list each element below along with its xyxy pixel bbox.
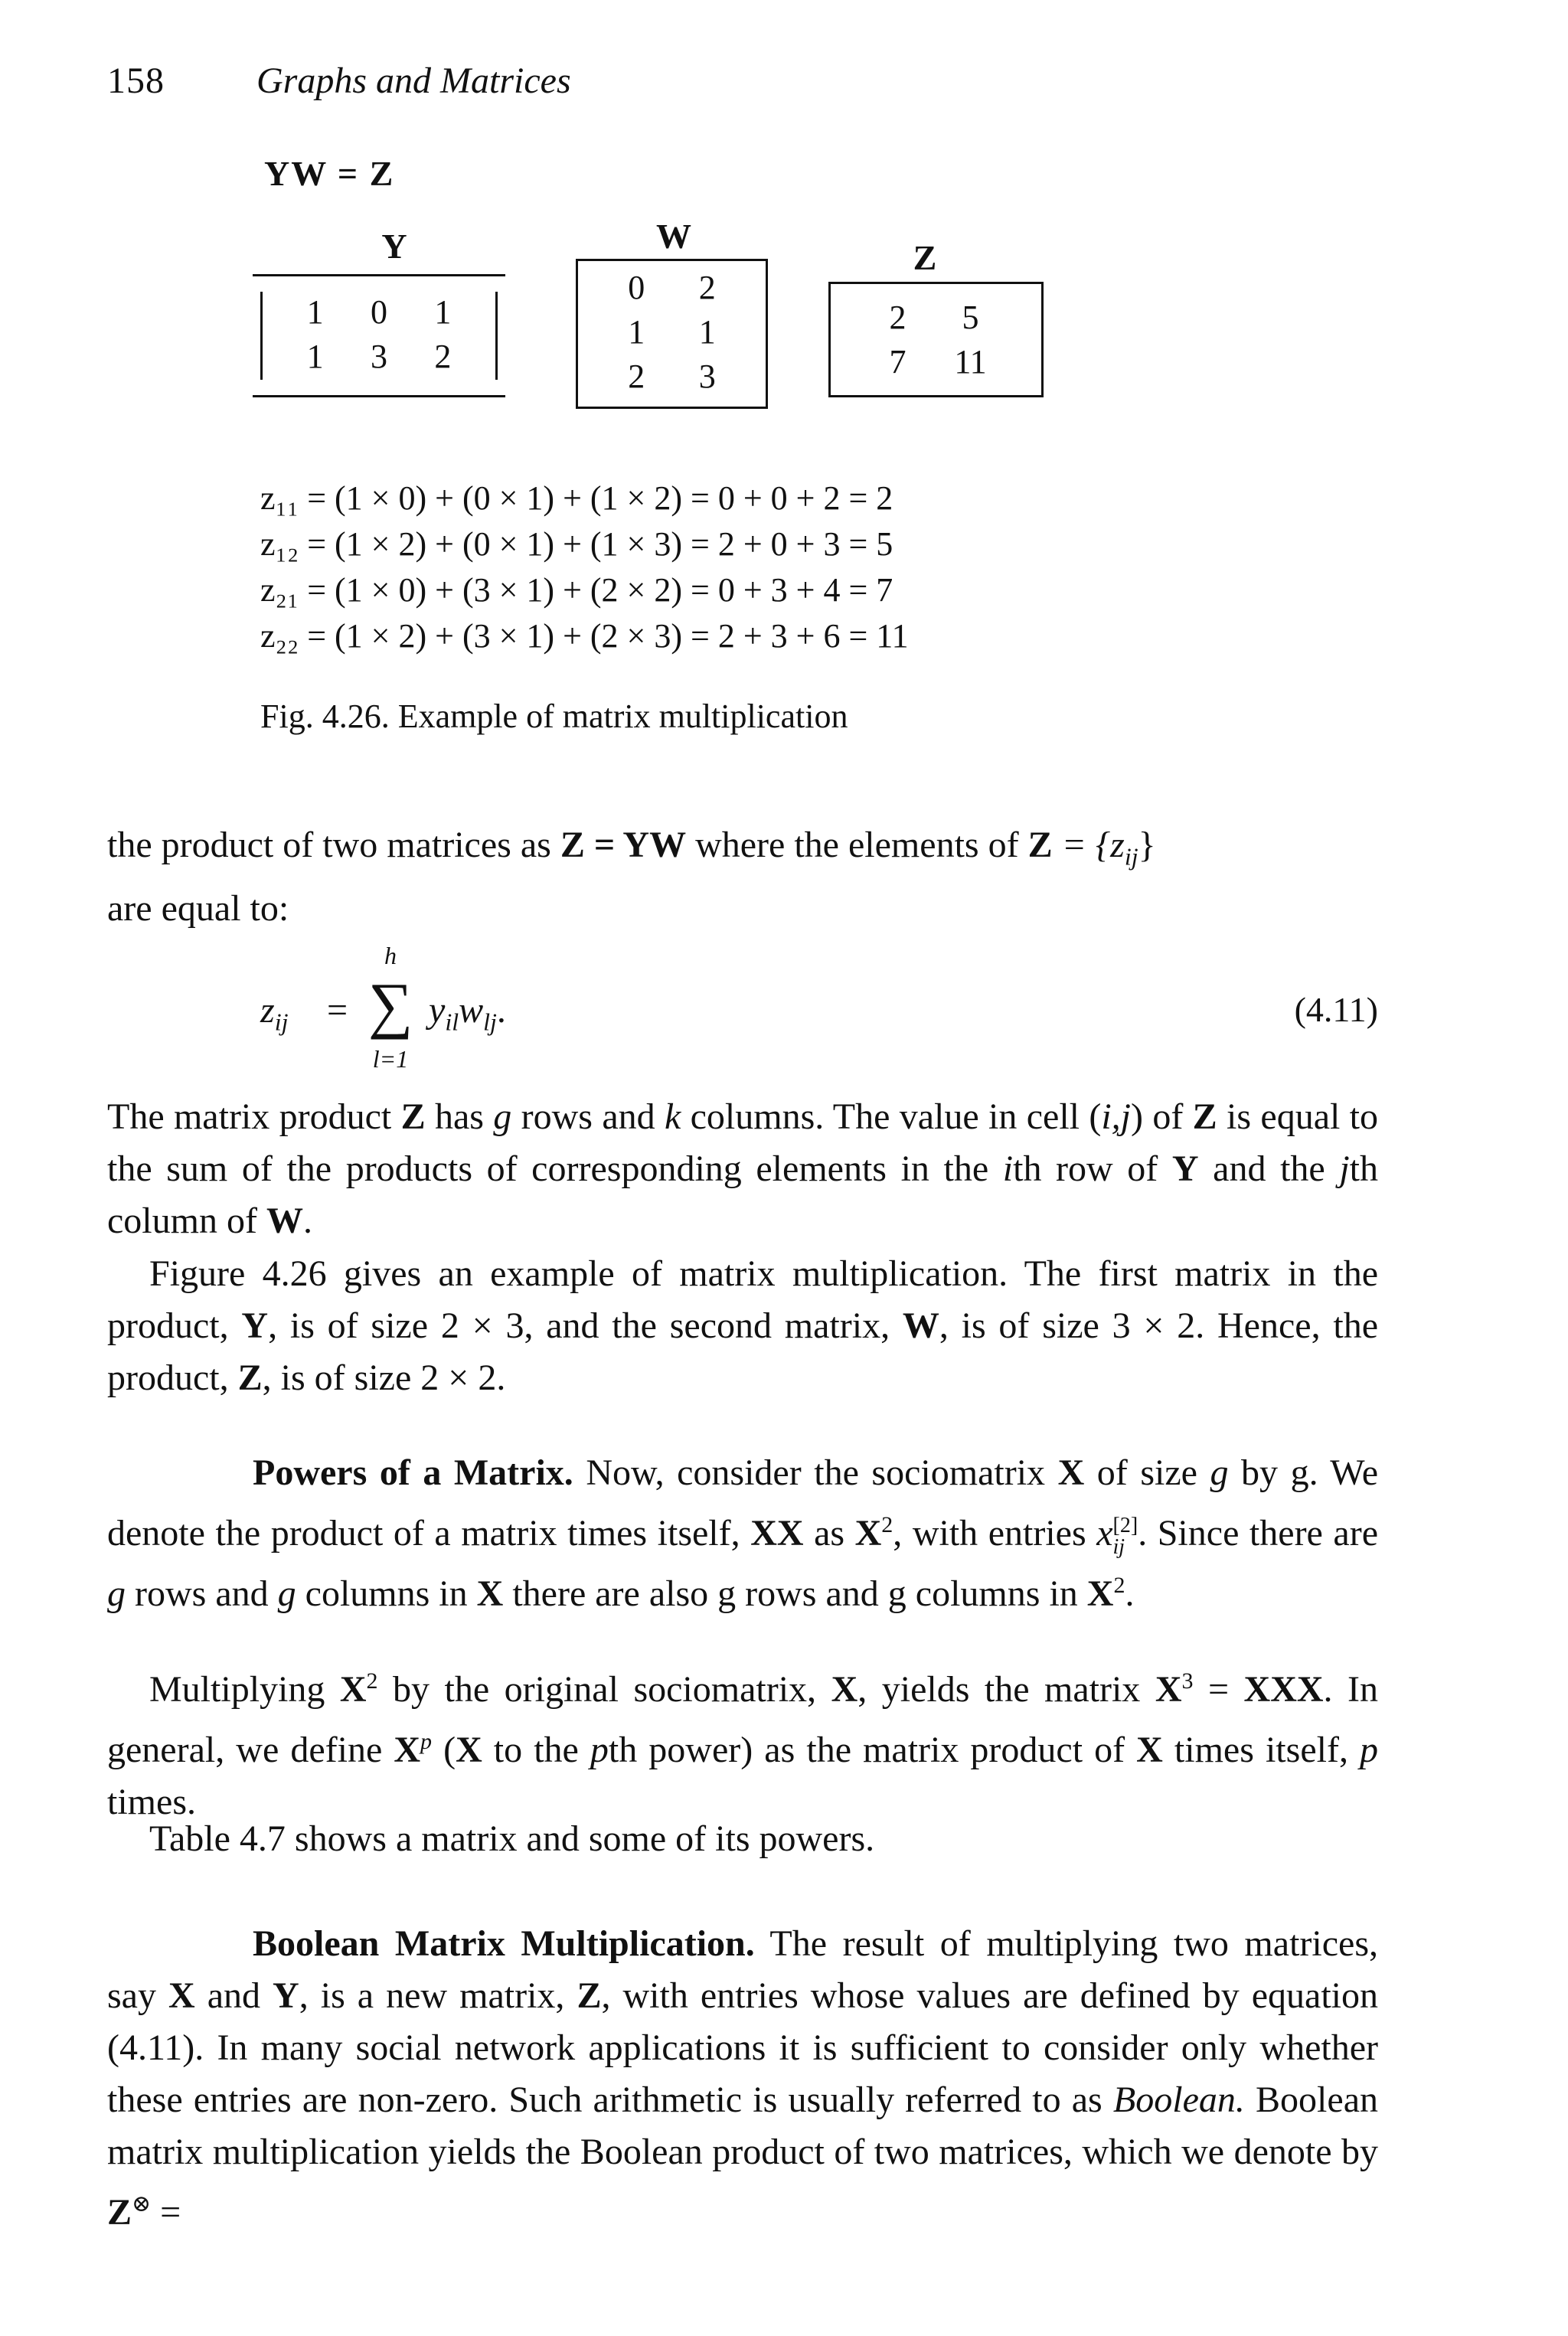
p2-a: Figure 4.26 gives an example of matrix multiplication. The first matrix in the product, [107,1253,1378,1346]
p4-j: X [394,1730,420,1770]
sum-lower-limit: l=1 [372,1045,409,1073]
p3-h-sup: 2 [881,1512,893,1537]
p1-d: g [493,1096,512,1137]
matrix-y-cell: 1 [434,293,452,331]
eq-lhs [260,989,288,1037]
p6-i: Boolean matrix multiplication yields the Boolean product of two matrices, which we denote by [107,2080,1378,2172]
p4-d: X [831,1669,858,1710]
matrix-w-cell: 1 [628,313,645,351]
p6-j: Z [107,2192,132,2233]
p1-p: j [1339,1148,1350,1189]
section-heading-boolean: Boolean Matrix Multiplication. [253,1923,755,1964]
figure-equation-title: YW = Z [264,154,395,193]
figure-caption: Fig. 4.26. Example of matrix multiplication [260,698,848,735]
eq-rhs-y: y [429,990,446,1031]
p1-q: th column of [107,1148,1378,1241]
p3-a: Now, consider the sociomatrix [573,1452,1058,1493]
p2-f: Z [237,1357,263,1398]
p6-g: , with entries whose values are defined by equation (4.11). In many social network applications it is sufficient to consider only whether these entries are non-zero. Such arithmetic is usually referred to as [107,1975,1379,2120]
p6-j-sup: ⊗ [132,2191,152,2217]
matrix-z [828,282,1044,397]
p4-r: p [1360,1730,1379,1770]
p1-r: W [266,1201,303,1241]
p3-b: X [1057,1452,1085,1493]
matrix-y [253,274,505,397]
page-number: 158 [107,60,165,101]
p2-b: Y [241,1305,269,1346]
p3-j: x [1096,1513,1113,1554]
p4-h: XXX [1243,1669,1324,1710]
intro-line-2: are equal to: [107,887,289,929]
p6-h: Boolean. [1112,2080,1245,2120]
p6-c: and [194,1975,273,2016]
p2-d: W [902,1305,939,1346]
p2-g: , is of size 2 × 2. [262,1357,506,1398]
intro-equation: Z = YW [560,825,687,865]
p4-q: times itself, [1162,1730,1361,1770]
sum-symbol: ∑ [368,970,413,1040]
matrix-w-cell: 2 [628,358,645,395]
p3-r: X [1086,1573,1114,1614]
eq-rhs-y-sub: il [445,1008,459,1036]
p4-o: th power) as the matrix product of [608,1730,1137,1770]
section-heading-powers: Powers of a Matrix. [253,1452,573,1493]
p3-e: by g. We denote the product of a matrix times itself, [107,1452,1379,1554]
p4-b: X [339,1669,367,1710]
intro-paragraph [107,819,1378,935]
paragraph-table-reference [107,1813,1378,1865]
p4-l: X [456,1730,482,1770]
eq-lhs-sub: ij [274,1008,289,1036]
p1-g: columns. The value in cell ( [681,1096,1102,1137]
p4-f-sup: 3 [1181,1668,1194,1694]
paragraph-boolean-multiplication [107,1918,1378,2239]
p1-i: ) of [1131,1096,1193,1137]
sum-upper-limit: h [384,942,397,969]
matrix-z-cell: 2 [889,299,906,336]
p3-h: X [854,1513,882,1554]
matrix-z-cell: 5 [962,299,979,336]
paragraph-figure-example [107,1248,1378,1404]
p6-d: Y [273,1975,299,2016]
eq-rhs-w-sub: lj [483,1008,497,1036]
p1-b: Z [400,1096,426,1137]
intro-z: Z [1027,825,1053,865]
p4-c: by the original sociomatrix, [377,1669,831,1710]
matrix-z-cell: 7 [889,343,906,381]
calc-line-z12: z₁₂ = (1 × 2) + (0 × 1) + (1 × 3) = 2 + 0 + 3 = 5 [260,525,893,563]
matrix-y-cell: 0 [370,293,387,331]
p6-f: Z [577,1975,602,2016]
p3-g: as [803,1513,855,1554]
matrix-z-cell: 11 [954,343,987,381]
p1-j: Z [1192,1096,1217,1137]
p4-a: Multiplying [149,1669,340,1710]
paragraph-matrix-product [107,1091,1378,1247]
matrix-y-cell: 1 [306,293,324,331]
eq-equals: = [318,990,358,1031]
matrix-w-cell: 3 [698,358,716,395]
p1-c: has [425,1096,494,1137]
p3-k: . Since there are [1138,1513,1379,1554]
intro-set-close: } [1138,825,1156,865]
p3-p: X [476,1573,504,1614]
p1-o: and the [1198,1148,1340,1189]
p4-p: X [1136,1730,1163,1770]
p6-k: = [151,2192,181,2233]
p1-k: is equal to the sum of the products of corresponding elements in the [107,1096,1379,1189]
p3-f: XX [750,1513,804,1554]
p3-q: there are also g rows and g columns in [503,1573,1087,1614]
intro-text: the product of two matrices as [107,825,560,865]
intro-text-2: where the elements of [686,825,1028,865]
p1-e: rows and [511,1096,665,1137]
matrix-y-label: Y [381,227,407,266]
calc-line-z22: z₂₂ = (1 × 2) + (3 × 1) + (2 × 3) = 2 + 3 + 6 = 11 [260,617,909,655]
p1-n: Y [1171,1148,1199,1189]
p1-f: k [664,1096,681,1137]
calc-line-z11: z₁₁ = (1 × 0) + (0 × 1) + (1 × 2) = 0 + 0 + 2 = 2 [260,479,893,517]
eq-rhs-end: . [496,990,506,1031]
p3-c: of size [1084,1452,1210,1493]
p5-text: Table 4.7 shows a matrix and some of its powers. [149,1818,875,1859]
p6-e: , is a new matrix, [299,1975,577,2016]
eq-lhs-var: z [260,990,275,1031]
p3-l: g [107,1573,126,1614]
matrix-w-label: W [656,217,691,256]
p4-s: times. [107,1782,196,1822]
matrix-w-cell: 0 [628,269,645,306]
p3-r-sup: 2 [1113,1573,1125,1598]
p3-s: . [1125,1573,1135,1614]
intro-set-sub: ij [1124,842,1138,871]
p1-m: th row of [1013,1148,1172,1189]
calc-line-z21: z₂₁ = (1 × 0) + (3 × 1) + (2 × 2) = 0 + 3 + 4 = 7 [260,571,893,609]
paragraph-powers-of-matrix [107,1447,1378,1620]
p3-o: columns in [296,1573,477,1614]
p4-f: X [1155,1669,1182,1710]
matrix-w-cell: 2 [698,269,716,306]
equation-4-11 [260,942,1378,1080]
intro-set-open: = {z [1052,825,1125,865]
matrix-w-grid [601,266,743,399]
p4-i: . In general, we define [107,1669,1379,1770]
matrix-w [576,259,768,409]
p3-d: g [1210,1452,1229,1493]
p4-n: p [590,1730,609,1770]
p3-i: , with entries [893,1513,1097,1554]
p6-a: The result of multiplying two matrices, say [107,1923,1379,2016]
p4-m: to the [482,1730,590,1770]
p1-l: i [1002,1148,1014,1189]
p4-k: ( [432,1730,456,1770]
p3-m: rows and [126,1573,278,1614]
p4-b-sup: 2 [366,1668,378,1694]
paragraph-matrix-power-definition [107,1655,1378,1828]
matrix-z-label: Z [913,238,937,277]
matrix-z-grid [861,296,1007,384]
p4-j-sup: p [420,1729,432,1754]
matrix-y-grid [283,290,475,379]
p2-e: , is of size 3 × 2. Hence, the product, [107,1305,1378,1398]
matrix-w-cell: 1 [698,313,716,351]
matrix-y-cell: 2 [434,338,452,375]
eq-rhs-w: w [459,990,484,1031]
p2-c: , is of size 2 × 3, and the second matrix, [268,1305,903,1346]
p3-j-sup: [2] [1112,1513,1138,1537]
running-title: Graphs and Matrices [256,60,571,101]
p3-n: g [277,1573,296,1614]
p1-s: . [302,1201,312,1241]
p6-b: X [168,1975,195,2016]
matrix-y-cell: 1 [306,338,324,375]
p4-e: , yields the matrix [858,1669,1155,1710]
p3-j-sub: ij [1112,1534,1125,1559]
p1-a: The matrix product [107,1096,401,1137]
p1-h: i,j [1101,1096,1131,1137]
p4-g: = [1193,1669,1244,1710]
eq-rhs [429,989,506,1037]
matrix-y-cell: 3 [370,338,387,375]
equation-number: (4.11) [1294,990,1378,1029]
